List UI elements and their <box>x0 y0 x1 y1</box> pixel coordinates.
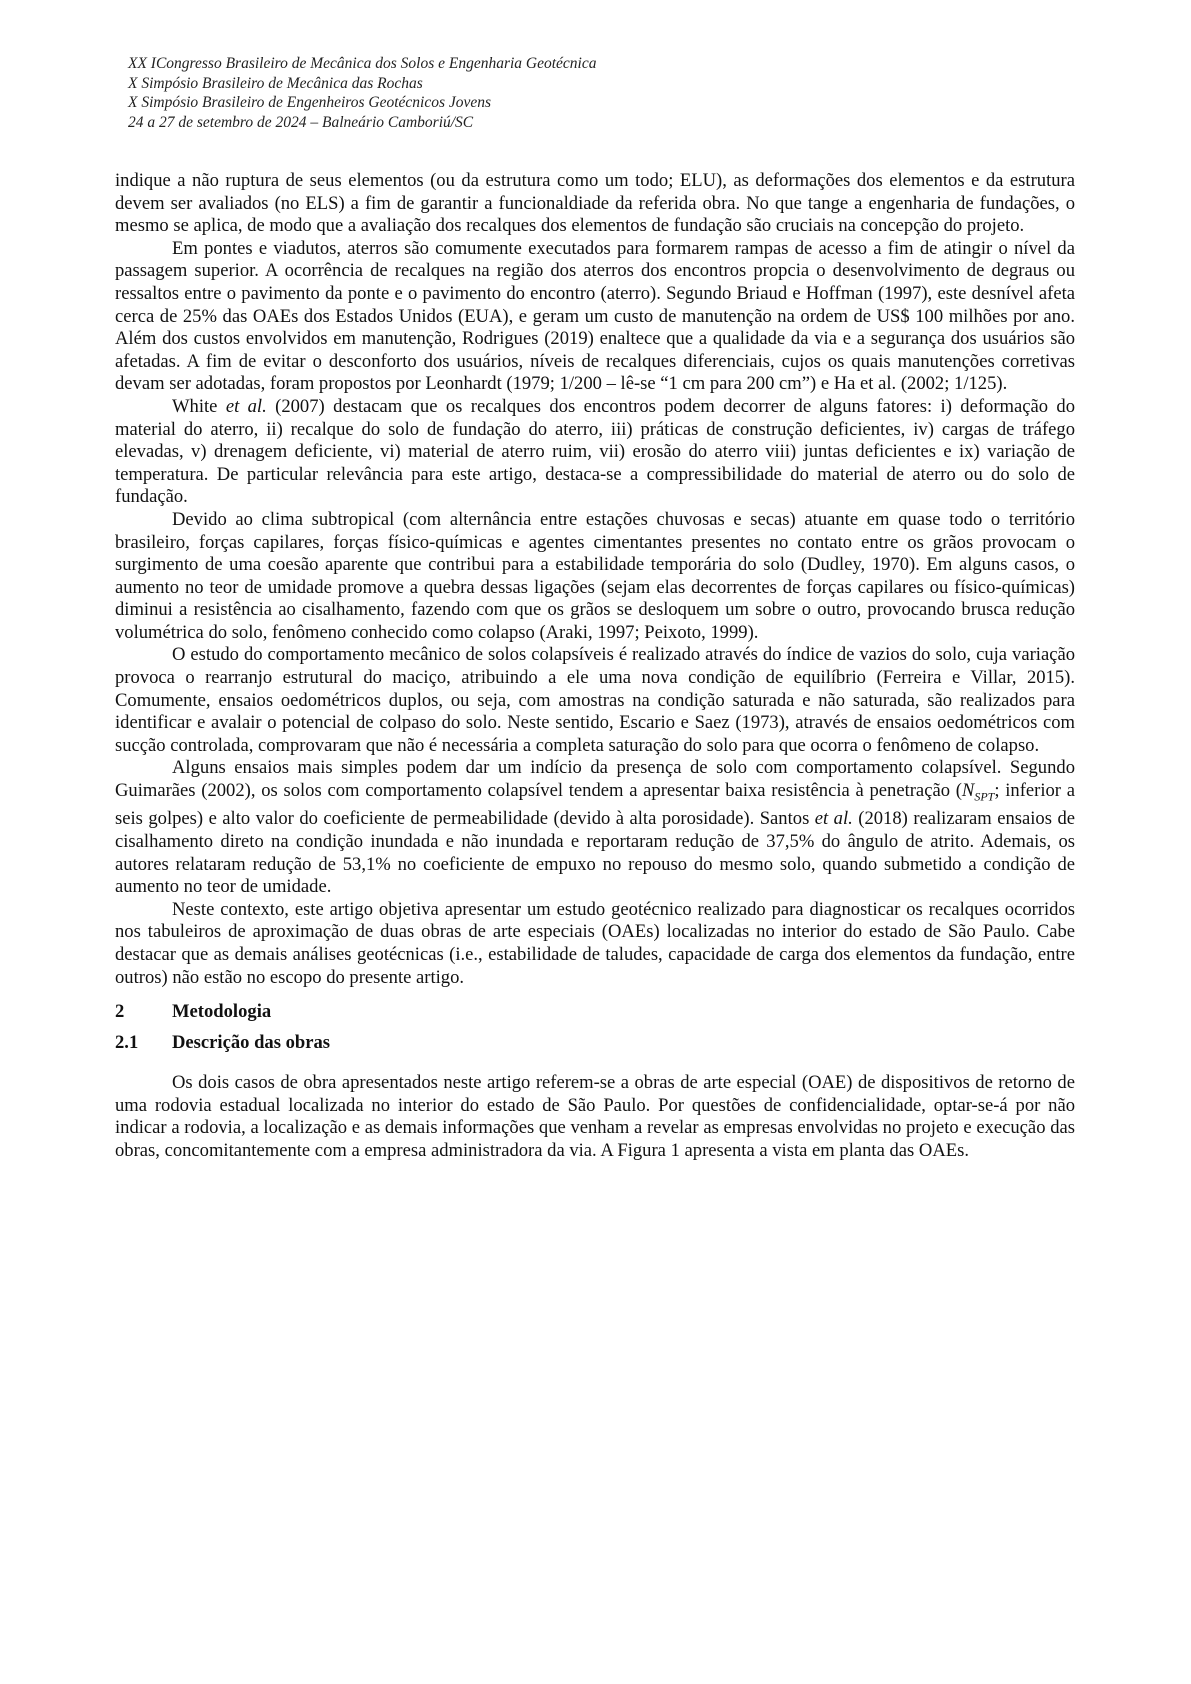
body-text <box>115 170 1075 1163</box>
header-line-1: XX ICongresso Brasileiro de Mecânica dos Solos e Engenharia Geotécnica <box>128 55 597 72</box>
paragraph-5: O estudo do comportamento mecânico de solos colapsíveis é realizado através do índice de vazios do solo, cuja variação provoca o rearranjo estrutural do maciço, atribuindo a ele uma nova condição de equilíbrio (Ferreira e Villar, 2015). Comumente, ensaios oedométricos duplos, ou seja, com amostras na condição saturada e não saturada, são realizados para identificar e avalair o potencial de colpaso do solo. Neste sentido, Escario e Saez (1973), através de ensaios oedométricos com sucção controlada, comprovaram que não é necessária a completa saturação do solo para que ocorra o fenômeno de colapso. <box>115 644 1075 756</box>
nspt-symbol <box>961 780 995 804</box>
paragraph-4: Devido ao clima subtropical (com alternância entre estações chuvosas e secas) atuante em quase todo o território brasileiro, forças capilares, forças físico-químicas e agentes cimentantes presentes no contato entre os grãos provocam o surgimento de uma coesão aparente que contribui para a estabilidade temporária do solo (Dudley, 1970). Em alguns casos, o aumento no teor de umidade promove a quebra dessas ligações (sejam elas decorrentes de forças capilares ou físico-químicas) diminui a resistência ao cisalhamento, fazendo com que os grãos se desloquem um sobre o outro, provocando brusca redução volumétrica do solo, fenômeno conhecido como colapso (Araki, 1997; Peixoto, 1999). <box>115 508 1075 643</box>
conference-header <box>128 54 1088 132</box>
paragraph-6-text-c: (2018) realizaram ensaios de cisalhamento direto na condição inundada e não inundada e reportaram redução de 37,5% do ângulo de atrito. Ademais, os autores relataram redução de 53,1% no coeficiente de empuxo no repouso do mesmo solo, quando submetido a condição de aumento no teor de umidade. <box>115 808 1075 898</box>
section-heading-2 <box>115 1001 1075 1024</box>
section-2-number: 2 <box>115 1001 125 1023</box>
section-2-1-number: 2.1 <box>115 1031 139 1053</box>
paragraph-1: indique a não ruptura de seus elementos (ou da estrutura como um todo; ELU), as deformações dos elementos e da estrutura devem ser avaliados (no ELS) a fim de garantir a funcionaldiade da referida obra. No que tange a engenharia de fundações, o mesmo se aplica, de modo que a avaliação dos recalques dos elementos de fundação são cruciais na concepção do projeto. <box>115 170 1075 237</box>
paragraph-6 <box>115 757 1075 898</box>
paragraph-3-text: (2007) destacam que os recalques dos encontros podem decorrer de alguns fatores: i) deformação do material do aterro, ii) recalque do solo de fundação do aterro, iii) práticas de construção deficientes, iv) cargas de tráfego elevadas, v) drenagem deficiente, vi) material de aterro ruim, vii) erosão do aterro viii) juntas deficientes e ix) variação de temperatura. De particular relevância para este artigo, destaca-se a compressibilidade do material de aterro ou do solo de fundação. <box>115 395 1075 508</box>
nspt-subscript: SPT <box>974 789 995 804</box>
paragraph-7: Neste contexto, este artigo objetiva apresentar um estudo geotécnico realizado para diagnosticar os recalques ocorridos nos tabuleiros de aproximação de duas obras de arte especiais (OAEs) localizadas no interior do estado de São Paulo. Cabe destacar que as demais análises geotécnicas (i.e., estabilidade de taludes, capacidade de carga dos elementos da fundação, entre outros) não estão no escopo do presente artigo. <box>115 898 1075 988</box>
paragraph-3-author: White <box>172 395 218 417</box>
section-2-1-title: Descrição das obras <box>172 1031 331 1053</box>
nspt-n: N <box>961 780 975 802</box>
section-heading-2-1 <box>115 1032 1075 1055</box>
header-line-3: X Simpósio Brasileiro de Engenheiros Geotécnicos Jovens <box>128 94 492 111</box>
header-line-4: 24 a 27 de setembro de 2024 – Balneário Camboriú/SC <box>128 113 474 131</box>
paragraph-6-text-b: ; inferior a seis golpes) e alto valor do coeficiente de permeabilidade (devido à alta porosidade). Santos <box>115 780 1075 830</box>
paragraph-3 <box>115 396 1075 509</box>
section-2-title: Metodologia <box>172 1001 272 1023</box>
paragraph-6-etal: et al. <box>814 808 853 830</box>
paragraph-8: Os dois casos de obra apresentados neste artigo referem-se a obras de arte especial (OAE) de dispositivos de retorno de uma rodovia estadual localizada no interior do estado de São Paulo. Por questões de confidencialidade, optar-se-á por não indicar a rodovia, a localização e as demais informações que venham a revelar as empresas envolvidas no projeto e execução das obras, concomitantemente com a empresa administradora da via. A Figura 1 apresenta a vista em planta das OAEs. <box>115 1072 1075 1162</box>
paragraph-6-text-a: Alguns ensaios mais simples podem dar um indício da presença de solo com comportamento colapsível. Segundo Guimarães (2002), os solos com comportamento colapsível tendem a apresentar baixa resistência à penetração ( <box>115 757 1075 802</box>
paragraph-2: Em pontes e viadutos, aterros são comumente executados para formarem rampas de acesso a fim de atingir o nível da passagem superior. A ocorrência de recalques na região dos aterros dos encontros propcia o desenvolvimento de degraus ou ressaltos entre o pavimento da ponte e o pavimento do encontro (aterro). Segundo Briaud e Hoffman (1997), este desnível afeta cerca de 25% das OAEs dos Estados Unidos (EUA), e geram um custo de manutenção na ordem de US$ 100 milhões por ano. Além dos custos envolvidos em manutenção, Rodrigues (2019) enaltece que a qualidade da via e a segurança dos usuários são afetadas. A fim de evitar o desconforto dos usuários, níveis de recalques diferenciais, cujos os quais manutenções corretivas devam ser adotadas, foram propostos por Leonhardt (1979; 1/200 – lê-se “1 cm para 200 cm”) e Ha et al. (2002; 1/125). <box>115 237 1075 395</box>
paragraph-3-etal: et al. <box>225 395 267 417</box>
header-line-2: X Simpósio Brasileiro de Mecânica das Rochas <box>128 74 423 92</box>
